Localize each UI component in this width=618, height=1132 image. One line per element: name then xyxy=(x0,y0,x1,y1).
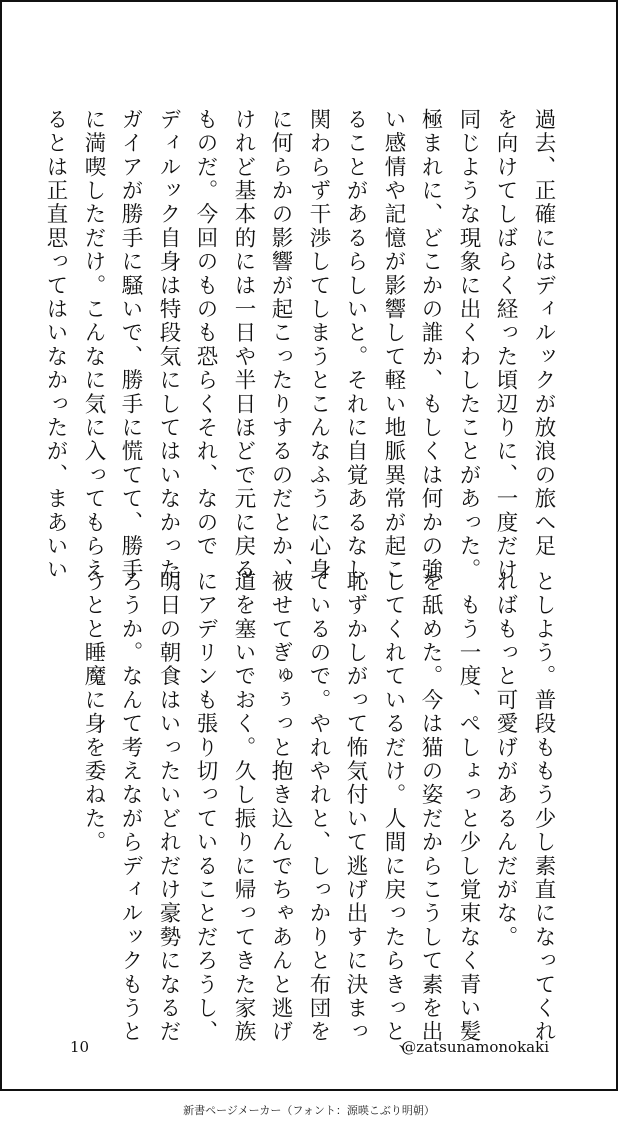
text-column: に何らかの影響が起こったりするのだとか、 xyxy=(268,108,293,582)
page-number: 10 xyxy=(70,1038,90,1056)
text-column: を舐めた。今は猫の姿だからこうして素を出 xyxy=(418,570,443,1044)
text-column: けれど基本的には一日や半日ほどで元に戻る xyxy=(231,108,256,582)
text-column: 同じような現象に出くわしたことがあった。 xyxy=(456,108,481,582)
text-column: を向けてしばらく経った頃辺りに、一度だけ xyxy=(493,108,518,582)
text-column: 過去、正確にはディルックが放浪の旅へ足 xyxy=(531,108,556,559)
text-column: してくれているだけ。人間に戻ったらきっと、 xyxy=(381,570,406,1068)
text-column: 道を塞いでおく。久し振りに帰ってきた家族 xyxy=(231,570,256,1044)
text-column: ものだ。今回のものも恐らくそれ、なので xyxy=(193,108,218,559)
text-column: 恥ずかしがって怖気付いて逃げ出すに決まっ xyxy=(343,570,368,1044)
text-column: もう一度、ぺしょっと少し覚束なく青い髪 xyxy=(456,570,481,1044)
text-column: ガイアが勝手に騒いで、勝手に慌てて、勝手 xyxy=(118,108,143,582)
text-column: にアデリンも張り切っていることだろうし、 xyxy=(193,570,218,1044)
text-column: 関わらず干渉してしまうとこんなふうに心身 xyxy=(306,108,331,582)
text-column: るとは正直思ってはいなかったが、まあいい xyxy=(43,108,68,582)
text-column: ることがあるらしいと。それに自覚あるなし xyxy=(343,108,368,582)
author-handle: @zatsunamonokaki xyxy=(401,1038,549,1056)
text-column: ればもっと可愛げがあるんだがな。 xyxy=(493,570,518,950)
text-column: ディルック自身は特段気にしてはいなかった。 xyxy=(156,108,181,606)
text-column: い感情や記憶が影響して軽い地脈異常が起こ xyxy=(381,108,406,582)
text-column: としよう。普段ももう少し素直になってくれ xyxy=(531,570,556,1044)
text-column: ろうか。なんて考えながらディルックもうと xyxy=(118,570,143,1044)
text-column: 極まれに、どこかの誰か、もしくは何かの強 xyxy=(418,108,443,582)
footer-credit: 新書ページメーカー（フォント：源暎こぶり明朝） xyxy=(183,1104,435,1117)
text-column: 明日の朝食はいったいどれだけ豪勢になるだ xyxy=(156,570,181,1044)
text-column: ているので。やれやれと、しっかりと布団を xyxy=(306,570,331,1044)
text-column: うとと睡魔に身を委ねた。 xyxy=(81,570,106,855)
text-column: に満喫しただけ。こんなに気に入ってもらえ xyxy=(81,108,106,582)
text-column: 被せてぎゅぅっと抱き込んでちゃあんと逃げ xyxy=(268,570,293,1044)
